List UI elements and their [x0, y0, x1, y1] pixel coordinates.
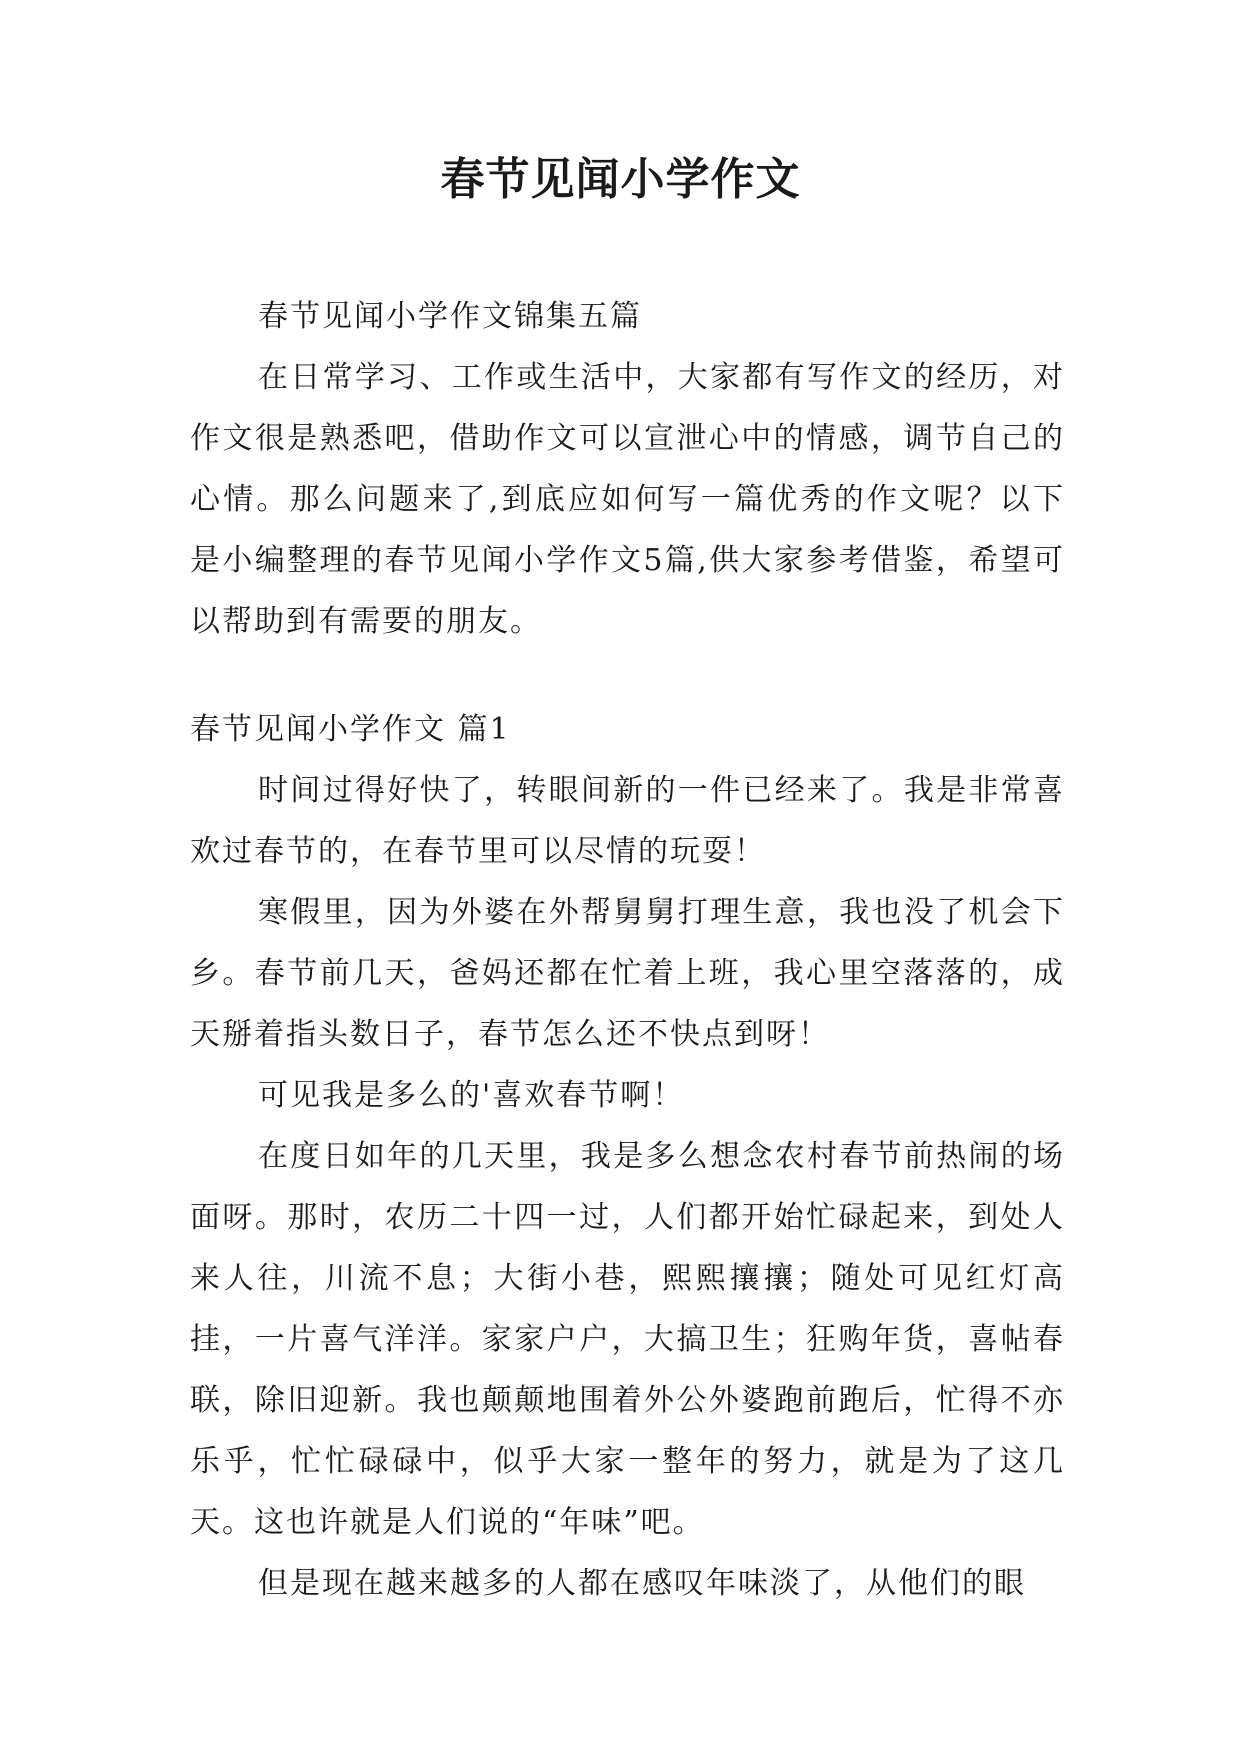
section-heading: 春节见闻小学作文 篇1 [190, 712, 511, 747]
intro-block [190, 286, 1065, 652]
essay-paragraph: 在度日如年的几天里，我是多么想念农村春节前热闹的场面呀。那时，农历二十四一过，人们都开始忙碌起来，到处人来人往，川流不息；大街小巷，熙熙攘攘；随处可见红灯高挂，一片喜气洋洋。家家户户，大搞卫生；狂购年货，喜帖春联，除旧迎新。我也颠颠地围着外公外婆跑前跑后，忙得不亦乐乎，忙忙碌碌中，似乎大家一整年的努力，就是为了这几天。这也许就是人们说的“年味”吧。 [190, 1139, 1065, 1540]
essay-paragraph: 寒假里，因为外婆在外帮舅舅打理生意，我也没了机会下乡。春节前几天，爸妈还都在忙着上班，我心里空落落的，成天掰着指头数日子，春节怎么还不快点到呀！ [190, 895, 1065, 1052]
essay-paragraph: 但是现在越来越多的人都在感叹年味淡了，从他们的眼 [258, 1566, 1026, 1601]
document-title: 春节见闻小学作文 [440, 154, 801, 205]
essay-paragraph: 可见我是多么的'喜欢春节啊！ [258, 1078, 685, 1113]
essay-paragraph: 时间过得好快了，转眼间新的一件已经来了。我是非常喜欢过春节的，在春节里可以尽情的玩耍！ [190, 773, 1065, 869]
document-subtitle: 春节见闻小学作文锦集五篇 [258, 299, 642, 334]
essay-section [190, 699, 1065, 1614]
intro-paragraph: 在日常学习、工作或生活中，大家都有写作文的经历，对作文很是熟悉吧，借助作文可以宣泄心中的情感，调节自己的心情。那么问题来了,到底应如何写一篇优秀的作文呢？以下是小编整理的春节见闻小学作文5篇,供大家参考借鉴，希望可以帮助到有需要的朋友。 [190, 360, 1065, 639]
